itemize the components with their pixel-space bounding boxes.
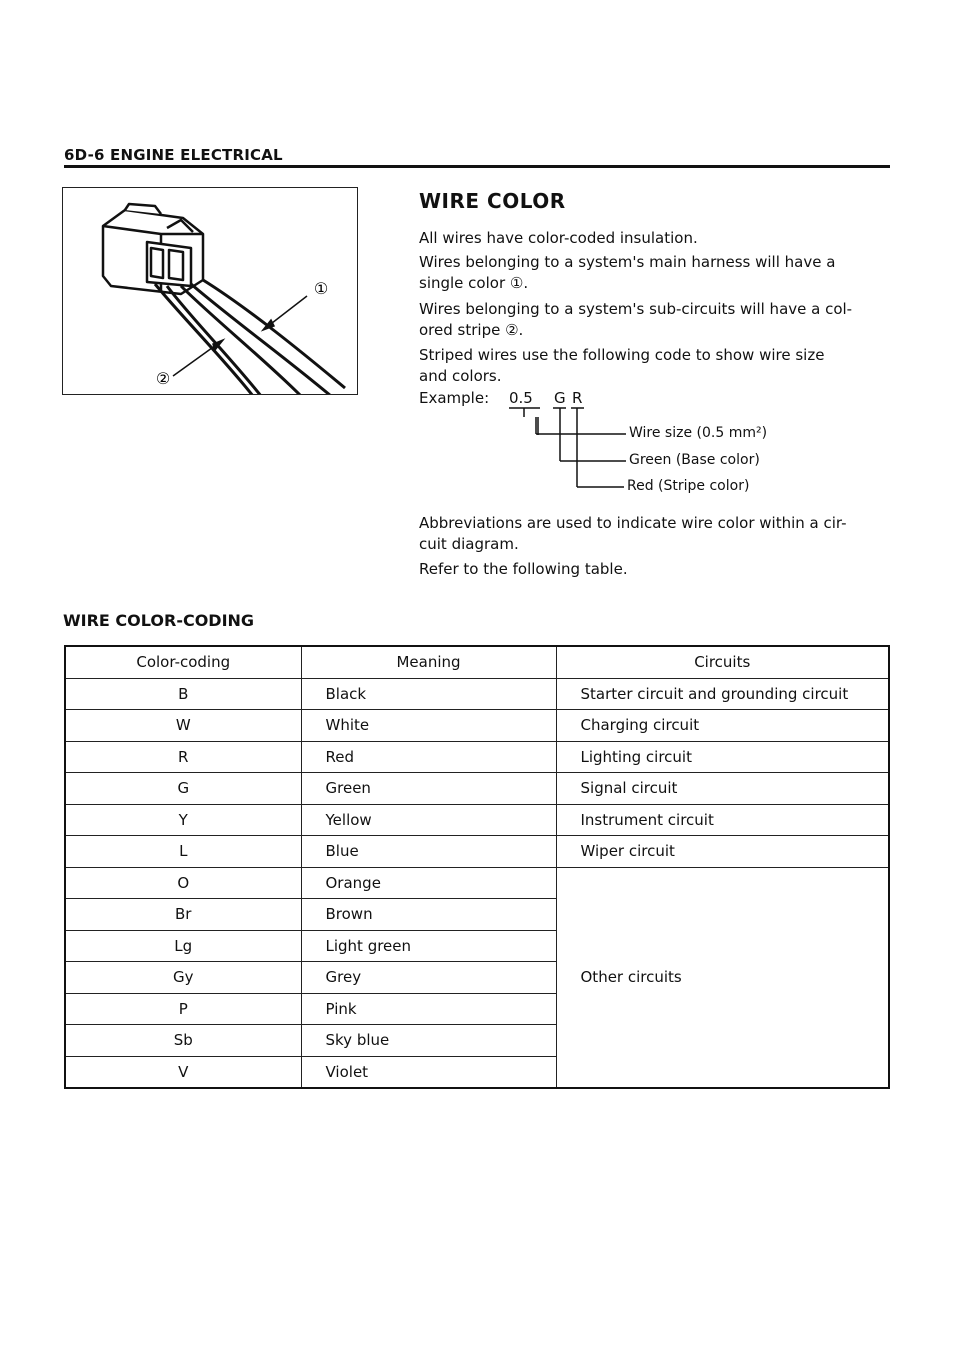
- circuit-cell: Starter circuit and grounding circuit: [556, 678, 889, 710]
- code-cell: L: [65, 836, 301, 868]
- example-code-brackets: [500, 405, 640, 495]
- meaning-cell: Red: [301, 741, 556, 773]
- wire-color-coding-title: WIRE COLOR-CODING: [63, 611, 255, 630]
- circuit-cell: Signal circuit: [556, 773, 889, 805]
- table-row: [65, 741, 889, 773]
- meaning-cell: Yellow: [301, 804, 556, 836]
- page-header: 6D-6 ENGINE ELECTRICAL: [64, 146, 283, 164]
- paragraph-insulation: All wires have color-coded insulation.: [419, 229, 698, 247]
- meaning-cell: Green: [301, 773, 556, 805]
- circuit-cell: Wiper circuit: [556, 836, 889, 868]
- code-cell: Gy: [65, 962, 301, 994]
- meaning-cell: Orange: [301, 867, 556, 899]
- example-code-stripe: R: [572, 389, 583, 407]
- example-code-base: G: [554, 389, 566, 407]
- meaning-cell: Blue: [301, 836, 556, 868]
- callout-1: ①: [313, 279, 329, 298]
- paragraph-stripe-code-2: and colors.: [419, 367, 502, 385]
- example-label: Example:: [419, 389, 490, 407]
- legend-base-color: Green (Base color): [629, 452, 760, 468]
- example-code-size: 0.5: [509, 389, 533, 407]
- meaning-cell: Black: [301, 678, 556, 710]
- table-row: [65, 773, 889, 805]
- meaning-cell: Light green: [301, 930, 556, 962]
- table-row: [65, 678, 889, 710]
- other-circuits-cell: Other circuits: [556, 867, 889, 1088]
- meaning-cell: White: [301, 710, 556, 742]
- paragraph-stripe-code-1: Striped wires use the following code to show wire size: [419, 346, 825, 364]
- code-cell: R: [65, 741, 301, 773]
- wire-color-table: [64, 645, 890, 1089]
- code-cell: B: [65, 678, 301, 710]
- meaning-cell: Violet: [301, 1056, 556, 1088]
- connector-figure: [62, 187, 358, 395]
- connector-illustration: [63, 188, 357, 394]
- code-cell: Y: [65, 804, 301, 836]
- table-row: [65, 867, 889, 899]
- header-meaning: Meaning: [301, 646, 556, 678]
- code-cell: P: [65, 993, 301, 1025]
- circuit-cell: Lighting circuit: [556, 741, 889, 773]
- meaning-cell: Grey: [301, 962, 556, 994]
- header-color-coding: Color-coding: [65, 646, 301, 678]
- code-cell: V: [65, 1056, 301, 1088]
- paragraph-sub-circuits-1: Wires belonging to a system's sub-circuits will have a col-: [419, 300, 853, 318]
- code-cell: O: [65, 867, 301, 899]
- paragraph-main-harness-2: single color ①.: [419, 274, 529, 292]
- header-circuits: Circuits: [556, 646, 889, 678]
- table-header-row: [65, 646, 889, 678]
- circuit-cell: Instrument circuit: [556, 804, 889, 836]
- table-row: [65, 710, 889, 742]
- code-cell: G: [65, 773, 301, 805]
- code-cell: W: [65, 710, 301, 742]
- paragraph-abbreviations-2: cuit diagram.: [419, 535, 519, 553]
- paragraph-abbreviations-1: Abbreviations are used to indicate wire color within a cir-: [419, 514, 847, 532]
- wire-color-title: WIRE COLOR: [419, 189, 566, 213]
- code-cell: Sb: [65, 1025, 301, 1057]
- meaning-cell: Brown: [301, 899, 556, 931]
- header-rule: [64, 165, 890, 168]
- paragraph-refer-table: Refer to the following table.: [419, 560, 628, 578]
- paragraph-sub-circuits-2: ored stripe ②.: [419, 321, 524, 339]
- table-row: [65, 804, 889, 836]
- meaning-cell: Sky blue: [301, 1025, 556, 1057]
- paragraph-main-harness-1: Wires belonging to a system's main harness will have a: [419, 253, 836, 271]
- circuit-cell: Charging circuit: [556, 710, 889, 742]
- code-cell: Br: [65, 899, 301, 931]
- code-cell: Lg: [65, 930, 301, 962]
- callout-2: ②: [155, 369, 171, 388]
- meaning-cell: Pink: [301, 993, 556, 1025]
- legend-wire-size: Wire size (0.5 mm²): [629, 425, 768, 441]
- legend-stripe-color: Red (Stripe color): [627, 478, 750, 494]
- table-row: [65, 836, 889, 868]
